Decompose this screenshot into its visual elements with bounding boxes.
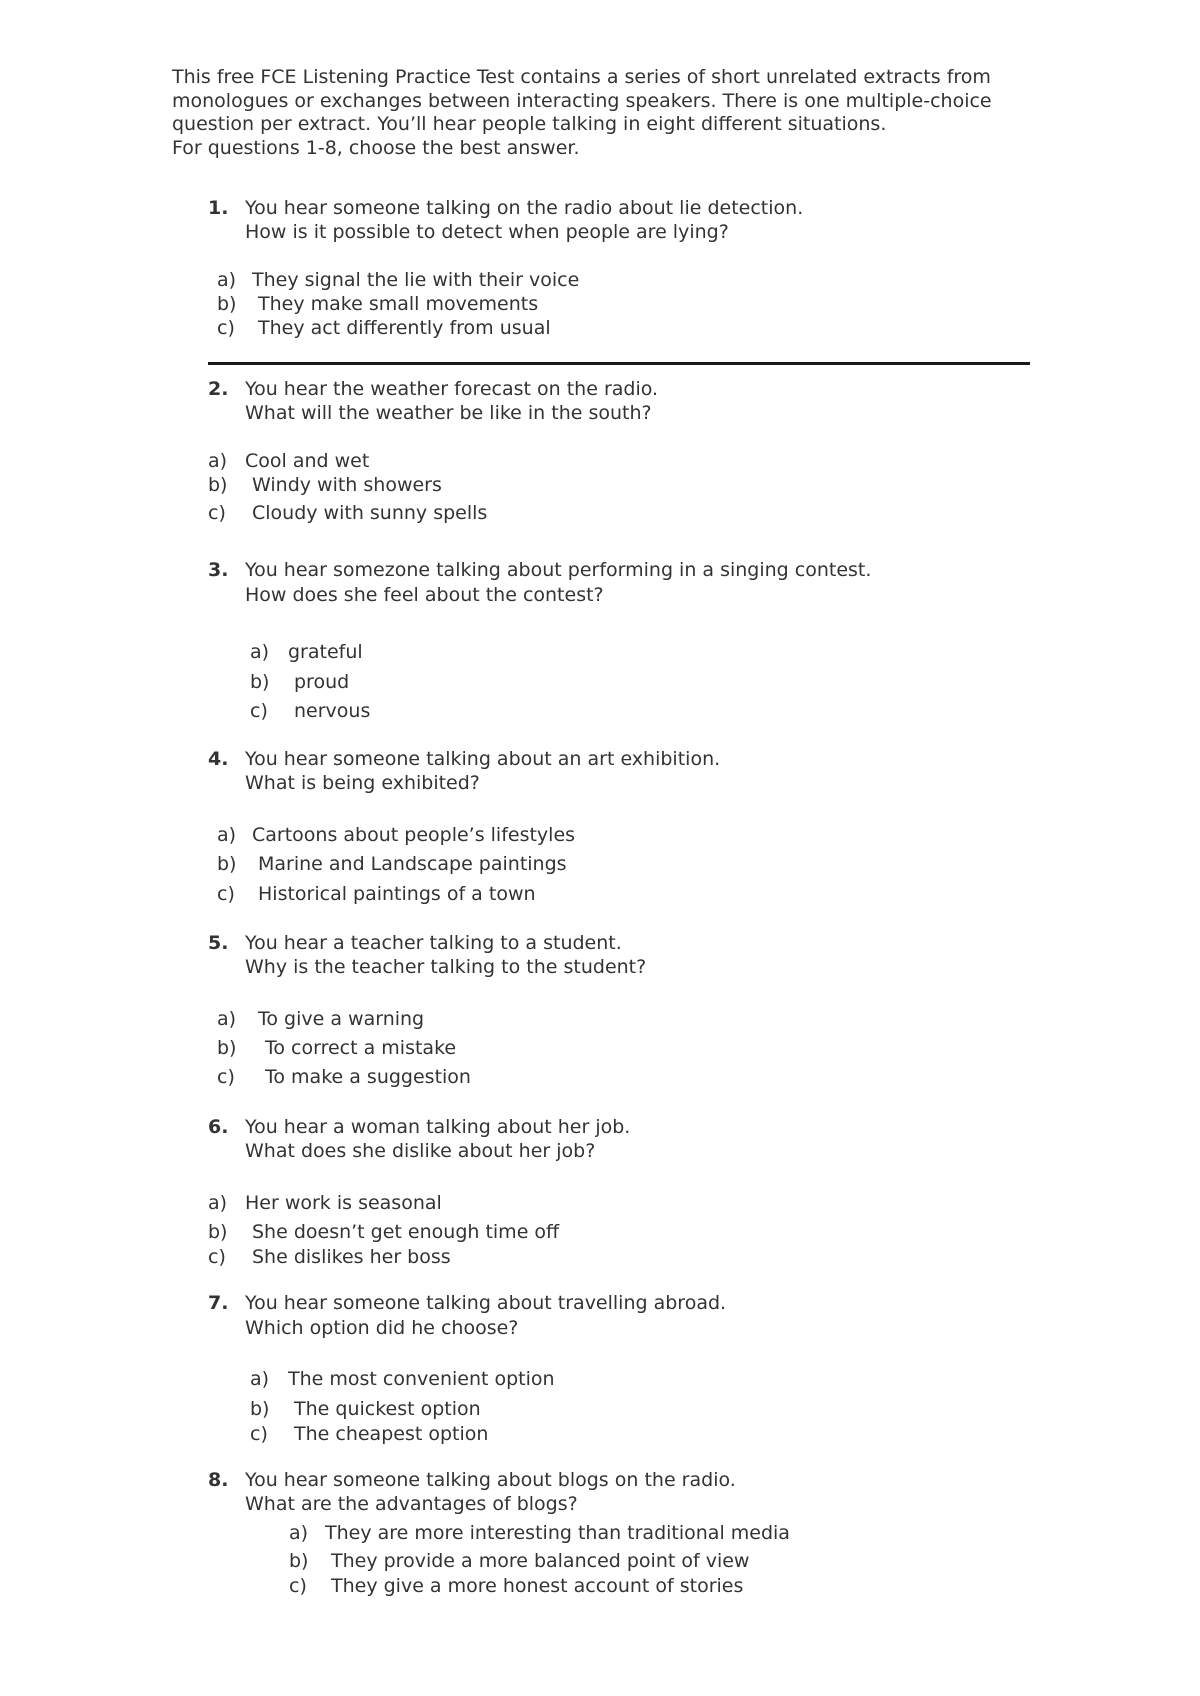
question-3-number: 3.: [208, 559, 229, 581]
question-3-option-b-letter: b): [250, 671, 270, 693]
question-3-text: How does she feel about the contest?: [245, 584, 604, 606]
question-2-text: What will the weather be like in the south?: [245, 402, 652, 424]
question-1-text: How is it possible to detect when people are lying?: [245, 221, 729, 243]
question-6-text: What does she dislike about her job?: [245, 1140, 596, 1162]
question-1-option-c-letter: c): [217, 317, 235, 339]
question-3-option-c[interactable]: nervous: [294, 700, 371, 722]
question-8-option-a-letter: a): [289, 1522, 309, 1544]
question-7-option-c[interactable]: The cheapest option: [294, 1423, 489, 1445]
question-3-context: You hear somezone talking about performing in a singing contest.: [245, 559, 872, 581]
question-6-option-c[interactable]: She dislikes her boss: [252, 1246, 451, 1268]
question-4-option-a-letter: a): [217, 824, 237, 846]
question-6-context: You hear a woman talking about her job.: [245, 1116, 631, 1138]
question-6-option-a-letter: a): [208, 1192, 228, 1214]
question-3-option-a-letter: a): [250, 641, 270, 663]
question-8-option-c-letter: c): [289, 1575, 307, 1597]
question-4-context: You hear someone talking about an art exhibition.: [245, 748, 721, 770]
question-7-context: You hear someone talking about travelling abroad.: [245, 1292, 727, 1314]
question-8-context: You hear someone talking about blogs on the radio.: [245, 1469, 736, 1491]
question-7-option-b-letter: b): [250, 1398, 270, 1420]
question-6-option-a[interactable]: Her work is seasonal: [245, 1192, 442, 1214]
question-4-option-a[interactable]: Cartoons about people’s lifestyles: [252, 824, 576, 846]
question-5-option-a-letter: a): [217, 1008, 237, 1030]
question-3-option-a[interactable]: grateful: [288, 641, 363, 663]
question-1-number: 1.: [208, 197, 229, 219]
question-4-text: What is being exhibited?: [245, 772, 480, 794]
question-7-option-a-letter: a): [250, 1368, 270, 1390]
question-7-option-c-letter: c): [250, 1423, 268, 1445]
question-5-context: You hear a teacher talking to a student.: [245, 932, 622, 954]
intro-paragraph: This free FCE Listening Practice Test contains a series of short unrelated extracts from monologues or exchanges between interacting speakers. There is one multiple-choice question per extract. You’ll hear people talking in eight different situations.: [172, 66, 992, 135]
question-4-option-c-letter: c): [217, 883, 235, 905]
question-2-number: 2.: [208, 378, 229, 400]
question-6-option-b[interactable]: She doesn’t get enough time off: [252, 1221, 560, 1243]
question-2-option-c[interactable]: Cloudy with sunny spells: [252, 502, 488, 524]
question-5-option-c-letter: c): [217, 1066, 235, 1088]
question-1-option-a-letter: a): [217, 269, 237, 291]
question-8-option-b-letter: b): [289, 1550, 309, 1572]
question-1-option-a[interactable]: They signal the lie with their voice: [252, 269, 580, 291]
question-5-number: 5.: [208, 932, 229, 954]
question-7-text: Which option did he choose?: [245, 1317, 519, 1339]
question-2-option-b-letter: b): [208, 474, 228, 496]
question-6-option-b-letter: b): [208, 1221, 228, 1243]
question-3-option-c-letter: c): [250, 700, 268, 722]
question-7-option-a[interactable]: The most convenient option: [288, 1368, 555, 1390]
section-divider: [208, 362, 1030, 365]
question-5-option-b-letter: b): [217, 1037, 237, 1059]
question-2-option-a-letter: a): [208, 450, 228, 472]
question-4-option-b-letter: b): [217, 853, 237, 875]
question-2-option-a[interactable]: Cool and wet: [245, 450, 370, 472]
question-8-option-c[interactable]: They give a more honest account of stories: [331, 1575, 744, 1597]
question-2-option-b[interactable]: Windy with showers: [252, 474, 442, 496]
question-5-option-a[interactable]: To give a warning: [258, 1008, 425, 1030]
question-6-option-c-letter: c): [208, 1246, 226, 1268]
question-1-context: You hear someone talking on the radio about lie detection.: [245, 197, 804, 219]
question-1-option-b[interactable]: They make small movements: [258, 293, 539, 315]
question-1-option-c[interactable]: They act differently from usual: [258, 317, 551, 339]
question-8-option-b[interactable]: They provide a more balanced point of view: [331, 1550, 750, 1572]
question-2-context: You hear the weather forecast on the radio.: [245, 378, 659, 400]
question-4-option-c[interactable]: Historical paintings of a town: [258, 883, 536, 905]
intro-instruction: For questions 1-8, choose the best answer.: [172, 136, 580, 159]
question-5-text: Why is the teacher talking to the student?: [245, 956, 647, 978]
question-7-option-b[interactable]: The quickest option: [294, 1398, 481, 1420]
question-5-option-b[interactable]: To correct a mistake: [265, 1037, 457, 1059]
question-3-option-b[interactable]: proud: [294, 671, 350, 693]
question-7-number: 7.: [208, 1292, 229, 1314]
question-4-option-b[interactable]: Marine and Landscape paintings: [258, 853, 567, 875]
question-8-option-a[interactable]: They are more interesting than traditional media: [325, 1522, 790, 1544]
intro-section: [172, 66, 1052, 160]
question-5-option-c[interactable]: To make a suggestion: [265, 1066, 471, 1088]
question-8-number: 8.: [208, 1469, 229, 1491]
question-8-text: What are the advantages of blogs?: [245, 1493, 578, 1515]
question-4-number: 4.: [208, 748, 229, 770]
question-1-option-b-letter: b): [217, 293, 237, 315]
question-6-number: 6.: [208, 1116, 229, 1138]
question-2-option-c-letter: c): [208, 502, 226, 524]
